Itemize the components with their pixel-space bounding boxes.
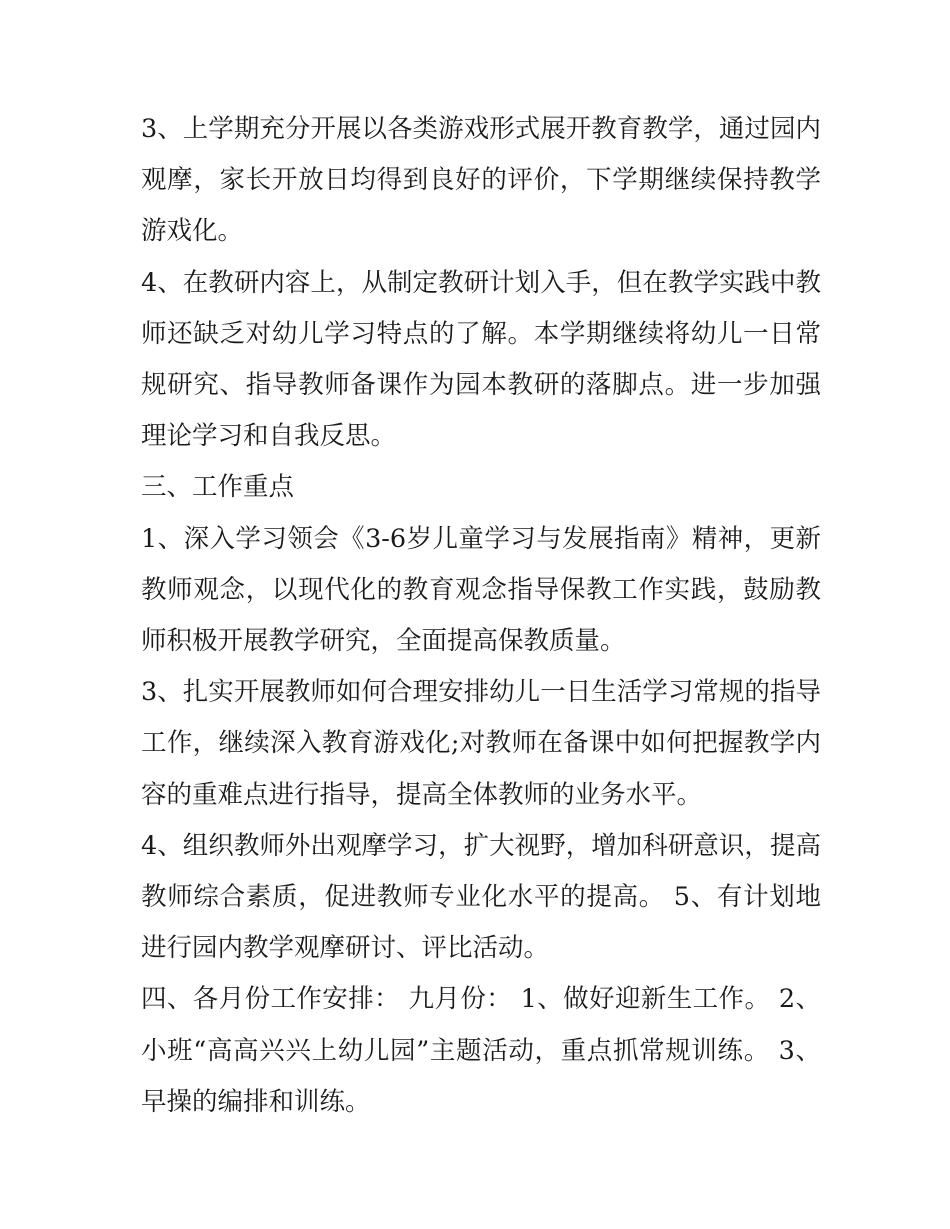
paragraph-6: 四、各月份工作安排： 九月份： 1、做好迎新生工作。 2、小班“高高兴兴上幼儿园”主题活动，重点抓常规训练。 3、早操的编排和训练。 [141,984,821,1117]
paragraph-4: 3、扎实开展教师如何合理安排幼儿一日生活学习常规的指导工作，继续深入教育游戏化;对教师在备课中如何把握教学内容的重难点进行指导，提高全体教师的业务水平。 [141,677,821,810]
paragraph-5: 4、组织教师外出观摩学习，扩大视野，增加科研意识，提高教师综合素质，促进教师专业化水平的提高。 5、有计划地进行园内教学观摩研讨、评比活动。 [141,830,821,964]
paragraph-2: 4、在教研内容上，从制定教研计划入手，但在教学实践中教师还缺乏对幼儿学习特点的了解。本学期继续将幼儿一日常规研究、指导教师备课作为园本教研的落脚点。进一步加强理论学习和自我反思。 [141,267,821,452]
paragraph-1: 3、上学期充分开展以各类游戏形式展开教育教学，通过园内观摩，家长开放日均得到良好的评价，下学期继续保持教学游戏化。 [141,114,821,247]
document-body [141,104,821,1128]
paragraph-3: 1、深入学习领会《3-6岁儿童学习与发展指南》精神，更新教师观念，以现代化的教育观念指导保教工作实践，鼓励教师积极开展教学研究，全面提高保教质量。 [141,523,821,657]
section-heading-work-focus: 三、工作重点 [141,472,295,503]
